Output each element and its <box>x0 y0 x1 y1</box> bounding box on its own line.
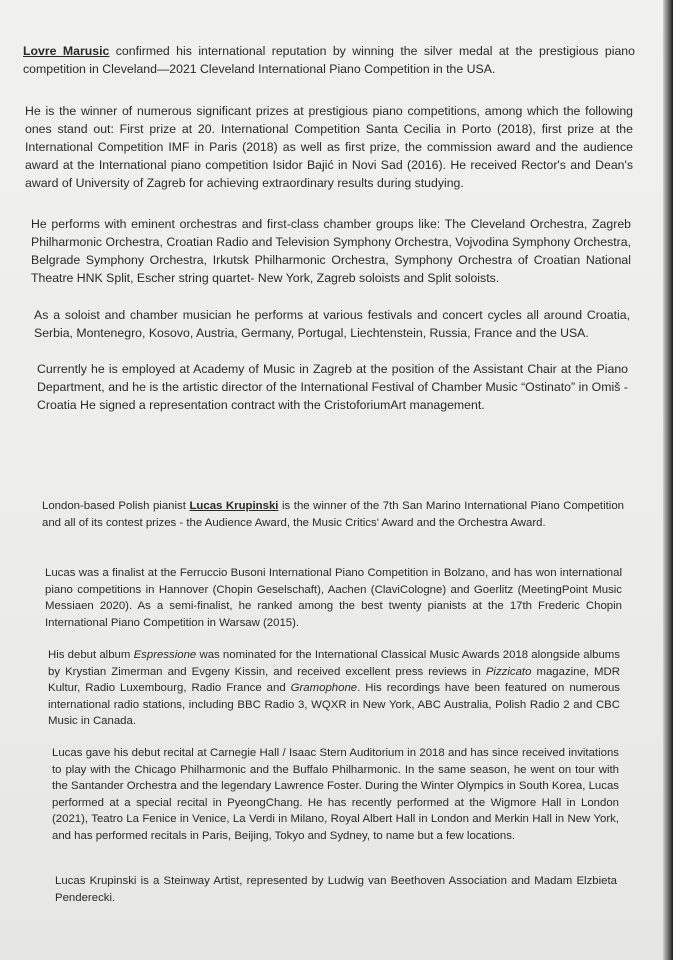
intro-text-after: is the winner of the 7th San Marino International Piano Competition and all of its contest prizes - the Audience Award, the Music Critics' Award and the Orchestra Award. <box>42 500 624 529</box>
marusic-intro-paragraph <box>23 42 635 78</box>
intro-text: confirmed his international reputation by winning the silver medal at the prestigious piano competition in Cleveland—2021 Cleveland International Piano Competition in the USA. <box>23 44 635 76</box>
krupinski-representation-paragraph: Lucas Krupinski is a Steinway Artist, represented by Ludwig van Beethoven Association and Madam Elzbieta Penderecki. <box>55 875 617 904</box>
gramophone-name: Gramophone <box>290 682 358 694</box>
artist-name-marusic: Lovre Marusic <box>23 44 110 58</box>
krupinski-album-paragraph <box>48 647 620 730</box>
magazine-name: Pizzicato <box>485 665 532 678</box>
album-text-1: His debut album <box>48 649 134 661</box>
artist-name-krupinski: Lucas Krupinski <box>189 500 279 512</box>
album-text-4: . His recordings have been featured on numerous international radio stations, including BBC Radio 3, WQXR in New York, ABC Australia, Polish Radio 2 and CBC Music in Canada. <box>48 682 620 727</box>
krupinski-recitals-paragraph: Lucas gave his debut recital at Carnegie Hall / Isaac Stern Auditorium in 2018 and has since received invitations to play with the Chicago Philharmonic and the Buffalo Philharmonic. In the same season, he went on tour with the Santander Orchestra and the legendary Lawrence Foster. During the Winter Olympics in South Korea, Lucas performed at a special recital in PyeongChang. He has recently performed at the Wigmore Hall in London (2021), Teatro La Fenice in Venice, La Verdi in Milano, Royal Albert Hall in London and Merkin Hall in New York, and has performed recitals in Paris, Beijing, Tokyo and Sydney, to name but a few locations. <box>52 747 619 842</box>
marusic-prizes-paragraph: He is the winner of numerous significant prizes at prestigious piano competitions, among which the following ones stand out: First prize at 20. International Competition Santa Cecilia in Porto (2018), first prize at the International Competition IMF in Paris (2018) as well as first prize, the commission award and the audience award at the International piano competition Isidor Bajić in Novi Sad (2016). He received Rector's and Dean's award of University of Zagreb for achieving extraordinary results during studying. <box>25 104 633 190</box>
page-edge-shadow <box>663 0 673 960</box>
marusic-employment-paragraph: Currently he is employed at Academy of Music in Zagreb at the position of the Assistant Chair at the Piano Department, and he is the artistic director of the International Festival of Chamber Music “Ostinato” in Omiš - Croatia He signed a representation contract with the CristoforiumArt management. <box>37 362 628 412</box>
album-title: Espressione <box>133 649 197 661</box>
marusic-festivals-paragraph: As a soloist and chamber musician he performs at various festivals and concert cycles all around Croatia, Serbia, Montenegro, Kosovo, Austria, Germany, Portugal, Liechtenstein, Russia, France and the USA. <box>34 308 630 340</box>
krupinski-intro-paragraph <box>42 498 624 531</box>
krupinski-competitions-paragraph: Lucas was a finalist at the Ferruccio Busoni International Piano Competition in Bolzano, and has won international piano competitions in Hannover (Chopin Geselschaft), Aachen (ClaviCologne) and Goerlitz (MeetingPoint Music Messiaen 2020). As a semi-finalist, he ranked among the best twenty pianists at the 17th Frederic Chopin International Piano Competition in Warsaw (2015). <box>45 567 622 629</box>
album-text-3: magazine, MDR Kultur, Radio Luxembourg, Radio France and <box>48 665 620 694</box>
marusic-orchestras-paragraph: He performs with eminent orchestras and first-class chamber groups like: The Cleveland Orchestra, Zagreb Philharmonic Orchestra, Croatian Radio and Television Symphony Orchestra, Vojvodina Symphony Orchestra, Belgrade Symphony Orchestra, Irkutsk Philharmonic Orchestra, Symphony Orchestra of Croatian National Theatre HNK Split, Escher string quartet- New York, Zagreb soloists and Split soloists. <box>31 217 631 285</box>
album-text-2: was nominated for the International Classical Music Awards 2018 alongside albums by Krystian Zimerman and Evgeny Kissin, and received excellent press reviews in <box>48 649 620 678</box>
intro-text-before: London-based Polish pianist <box>42 500 190 512</box>
